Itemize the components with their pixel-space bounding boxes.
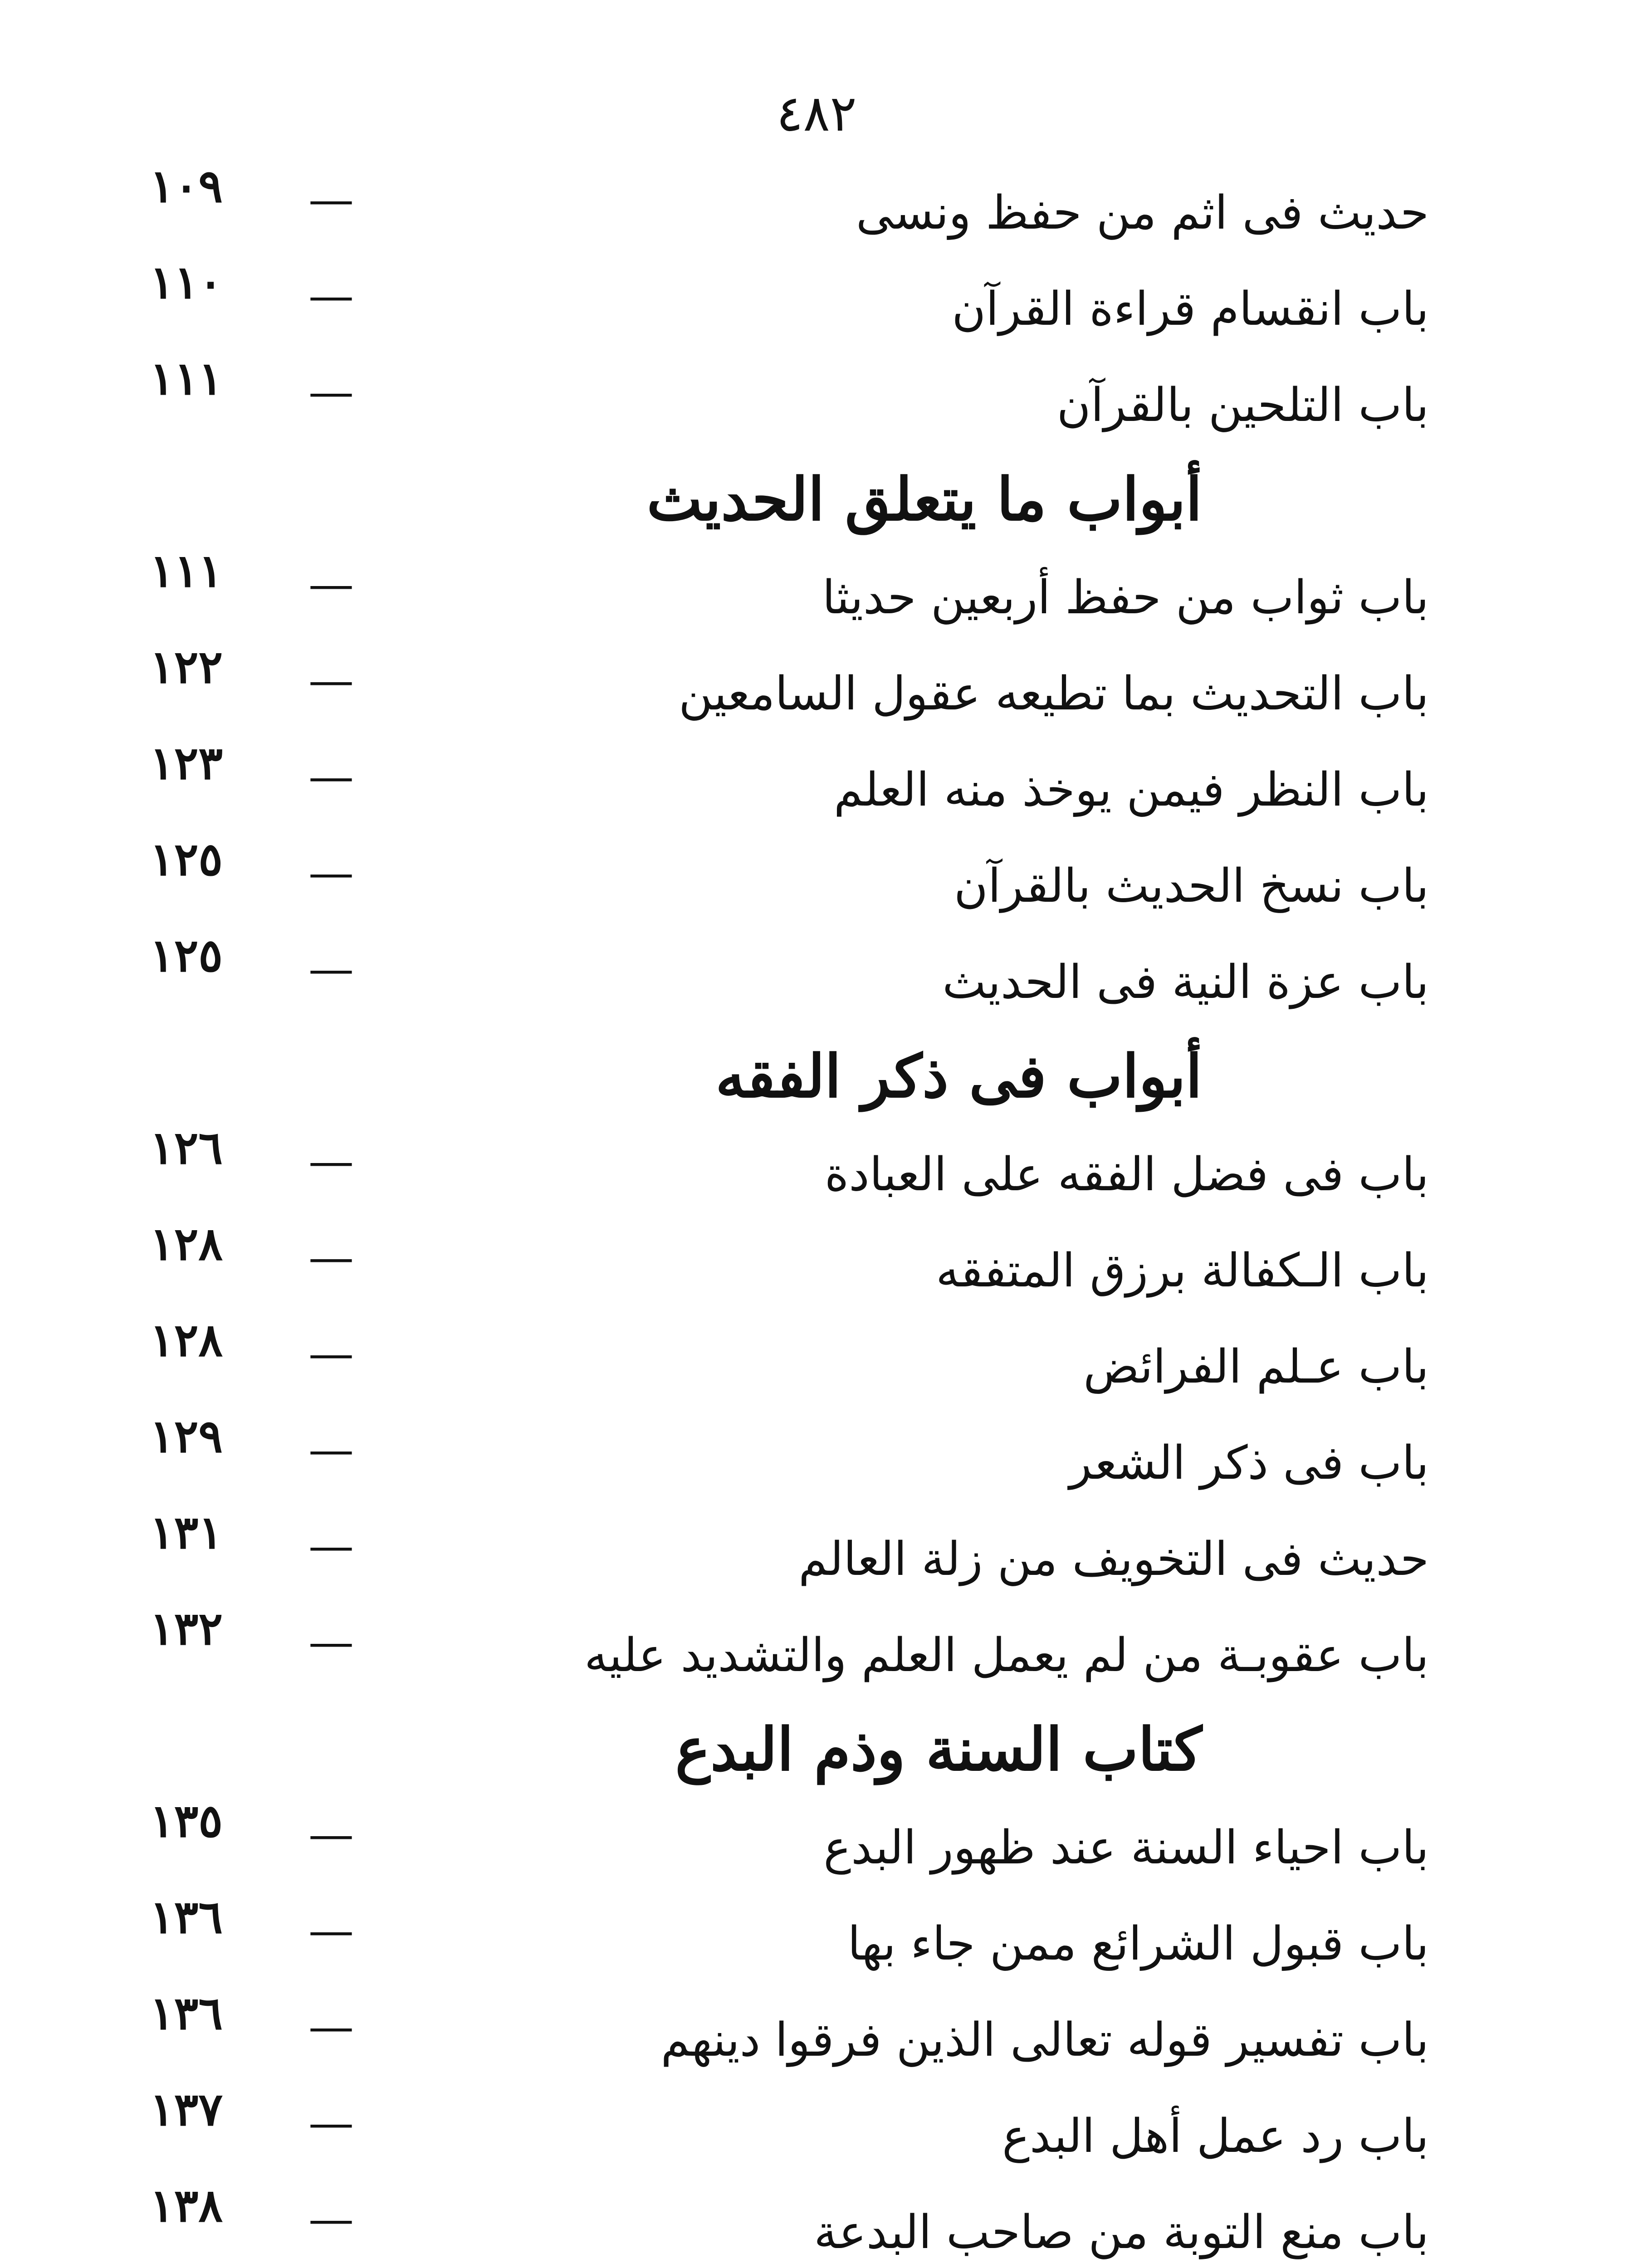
entry-title: باب منع التوبة من صاحب البدعة [814,2205,1429,2259]
toc-entry [91,1116,1429,1212]
entry-dash: — [308,1231,354,1284]
entry-title: باب الـكفالة برزق المتفقه [936,1244,1429,1298]
toc-entry [91,1789,1429,1885]
entry-page-number: ١٢٥ [150,929,223,982]
entry-dash: — [308,557,354,611]
section-heading: أبواب فى ذكر الفقه [715,1041,1202,1111]
entry-page-number: ١٠٩ [150,159,223,213]
entry-dash: — [308,2096,354,2149]
entry-dash: — [308,1519,354,1572]
entry-dash: — [308,1134,354,1188]
section-heading: كتاب السنة وذم البدع [675,1715,1202,1784]
toc-entry [91,1597,1429,1693]
entry-title: باب فى ذكر الشعر [1069,1436,1429,1490]
section-heading-row [91,1020,1429,1116]
toc-entry [91,1885,1429,1981]
entry-title: باب فى فضل الفقه على العبادة [824,1148,1429,1202]
entry-page-number: ١١٠ [150,255,223,309]
toc-entry [91,1981,1429,2077]
entry-dash: — [308,750,354,803]
toc-entry [91,731,1429,827]
entry-page-number: ١١١ [150,352,223,405]
entry-dash: — [308,2192,354,2245]
entry-title: باب التحديث بما تطيعه عقول السامعين [679,667,1429,721]
entry-title: باب قبول الشرائع ممن جاء بها [847,1917,1429,1971]
entry-page-number: ١٢٨ [150,1313,223,1367]
page-number: ٤٨٢ [776,84,857,142]
entry-dash: — [308,1615,354,1668]
entry-page-number: ١١١ [150,544,223,597]
entry-dash: — [308,269,354,322]
entry-page-number: ١٣٦ [150,1890,223,1944]
entry-title: باب احياء السنة عند ظهور البدع [823,1821,1429,1875]
toc-entry [91,1404,1429,1501]
entry-page-number: ١٣٨ [150,2179,223,2232]
entry-dash: — [308,365,354,418]
entry-page-number: ١٢٦ [150,1121,223,1174]
entry-title: باب نسخ الحديث بالقرآن [954,859,1429,913]
toc-entry [91,827,1429,924]
entry-page-number: ١٣٢ [150,1602,223,1655]
entry-page-number: ١٢٢ [150,640,223,694]
entry-dash: — [308,942,354,995]
entry-dash: — [308,1327,354,1380]
toc-entry [91,2174,1429,2268]
toc-entry [91,347,1429,443]
entry-page-number: ١٢٩ [150,1409,223,1463]
toc-entry [91,635,1429,731]
toc-entry [91,1212,1429,1308]
entry-title: باب رد عمل أهل البدع [1002,2109,1429,2163]
toc-entry [91,2077,1429,2174]
toc-entry [91,924,1429,1020]
entry-dash: — [308,846,354,899]
entry-dash: — [308,654,354,707]
entry-page-number: ١٢٥ [150,832,223,886]
section-heading-row [91,443,1429,539]
entry-title: باب تفسير قوله تعالى الذين فرقوا دينهم [660,2013,1429,2067]
entry-dash: — [308,1423,354,1476]
entry-title: باب التلحين بالقرآن [1056,378,1429,432]
toc-entry [91,154,1429,250]
entry-page-number: ١٢٣ [150,736,223,790]
section-heading: أبواب ما يتعلق الحديث [646,464,1202,534]
toc-entry [91,250,1429,347]
section-heading-row [91,1693,1429,1789]
entry-page-number: ١٣٦ [150,1986,223,2040]
entry-title: باب ثواب من حفظ أربعين حديثا [822,571,1429,625]
entry-dash: — [308,1808,354,1861]
entry-title: حديث فى اثم من حفظ ونسى [856,186,1429,240]
entry-title: باب انقسام قراءة القرآن [952,282,1429,336]
toc-entry [91,539,1429,635]
entry-title: باب عزة النية فى الحديث [942,955,1429,1009]
entry-title: باب عقوبـة من لم يعمل العلم والتشديد عليه [584,1628,1429,1682]
toc-entry [91,1308,1429,1404]
entry-dash: — [308,1904,354,1957]
entry-page-number: ١٢٨ [150,1217,223,1271]
toc-entry [91,1501,1429,1597]
entry-dash: — [308,173,354,226]
entry-page-number: ١٣١ [150,1505,223,1559]
entry-title: باب النظر فيمن يوخذ منه العلم [834,763,1429,817]
entry-title: حديث فى التخويف من زلة العالم [798,1532,1429,1586]
table-of-contents [91,154,1429,2268]
entry-dash: — [308,2000,354,2053]
entry-title: باب عـلم الفرائض [1083,1340,1429,1394]
entry-page-number: ١٣٥ [150,1794,223,1848]
entry-page-number: ١٣٧ [150,2082,223,2136]
